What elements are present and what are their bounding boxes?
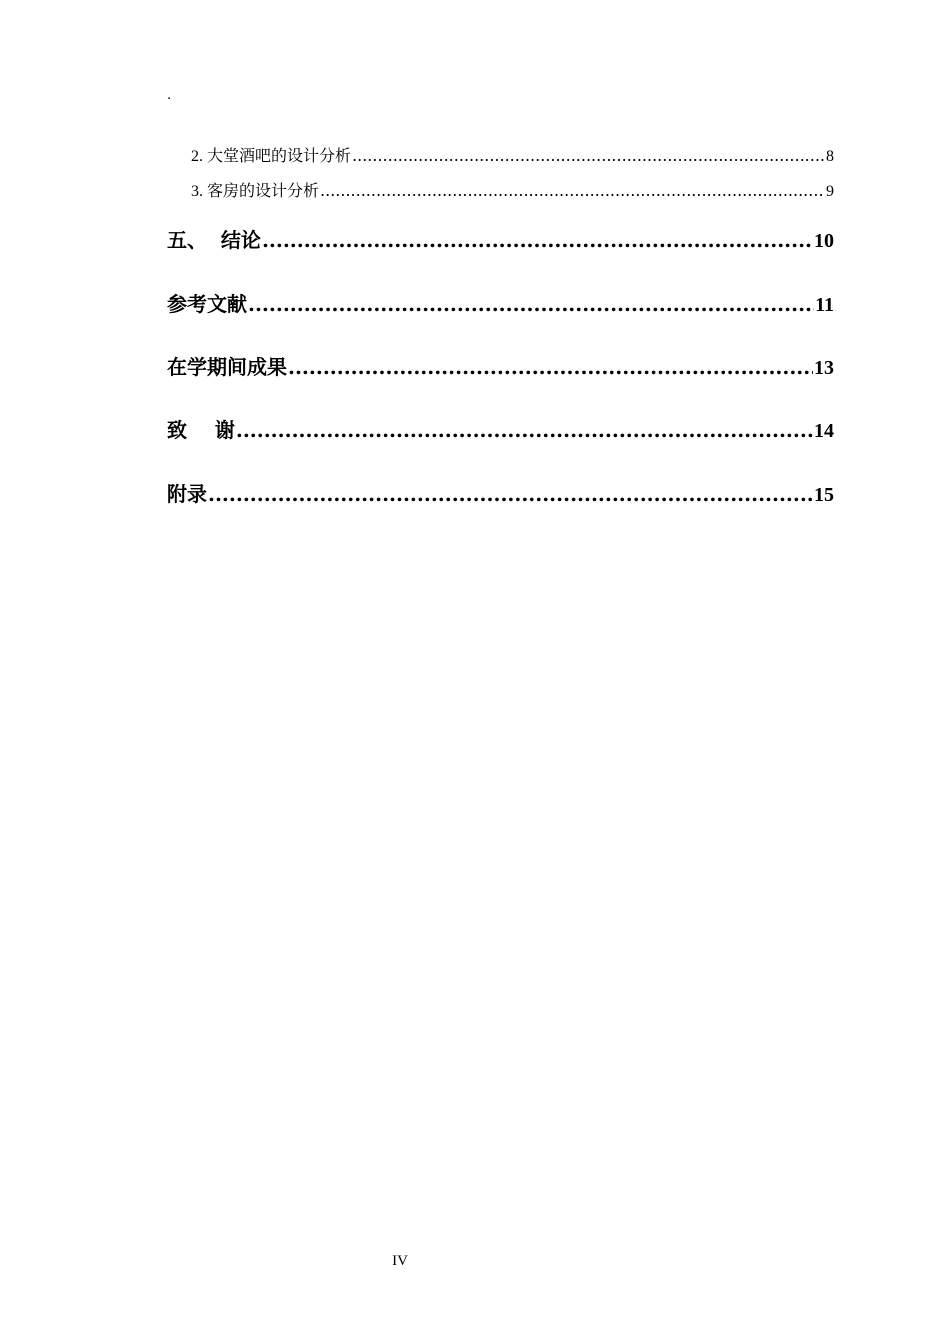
toc-leader-dots [288, 355, 813, 379]
toc-entry-page: 14 [814, 420, 834, 442]
toc-entry-page: 11 [815, 294, 834, 316]
header-marker: . [167, 88, 172, 103]
toc-entry-lobby-bar-design[interactable] [191, 146, 834, 167]
toc-entry-acknowledgements[interactable] [167, 418, 834, 443]
toc-entry-appendix[interactable] [167, 482, 834, 507]
toc-entry-page: 13 [814, 357, 834, 379]
toc-entry-page: 10 [814, 230, 834, 252]
toc-entry-label: 3. 客房的设计分析 [191, 183, 320, 200]
toc-entry-label: 2. 大堂酒吧的设计分析 [191, 148, 352, 165]
toc-entry-label: 附录 [167, 482, 207, 506]
toc-leader-dots [248, 292, 814, 316]
toc-leader-dots [320, 181, 825, 201]
toc-entry-page: 8 [826, 148, 834, 165]
toc-leader-dots [262, 228, 813, 252]
toc-leader-dots [208, 482, 813, 506]
toc-entry-references[interactable] [167, 292, 834, 317]
toc-entry-label: 在学期间成果 [167, 355, 287, 379]
toc-entry-page: 9 [826, 183, 834, 200]
toc-entry-label: 致 谢 [167, 418, 235, 442]
toc-leader-dots [236, 418, 813, 442]
toc-leader-dots [352, 146, 825, 166]
toc-entry-label: 参考文献 [167, 292, 247, 316]
toc-entry-label: 五、 结论 [167, 228, 261, 252]
toc-entry-conclusion[interactable] [167, 228, 834, 253]
toc-entry-page: 15 [814, 484, 834, 506]
page-number: IV [392, 1253, 408, 1269]
toc-entry-guest-room-design[interactable] [191, 181, 834, 202]
toc-entry-achievements[interactable] [167, 355, 834, 380]
